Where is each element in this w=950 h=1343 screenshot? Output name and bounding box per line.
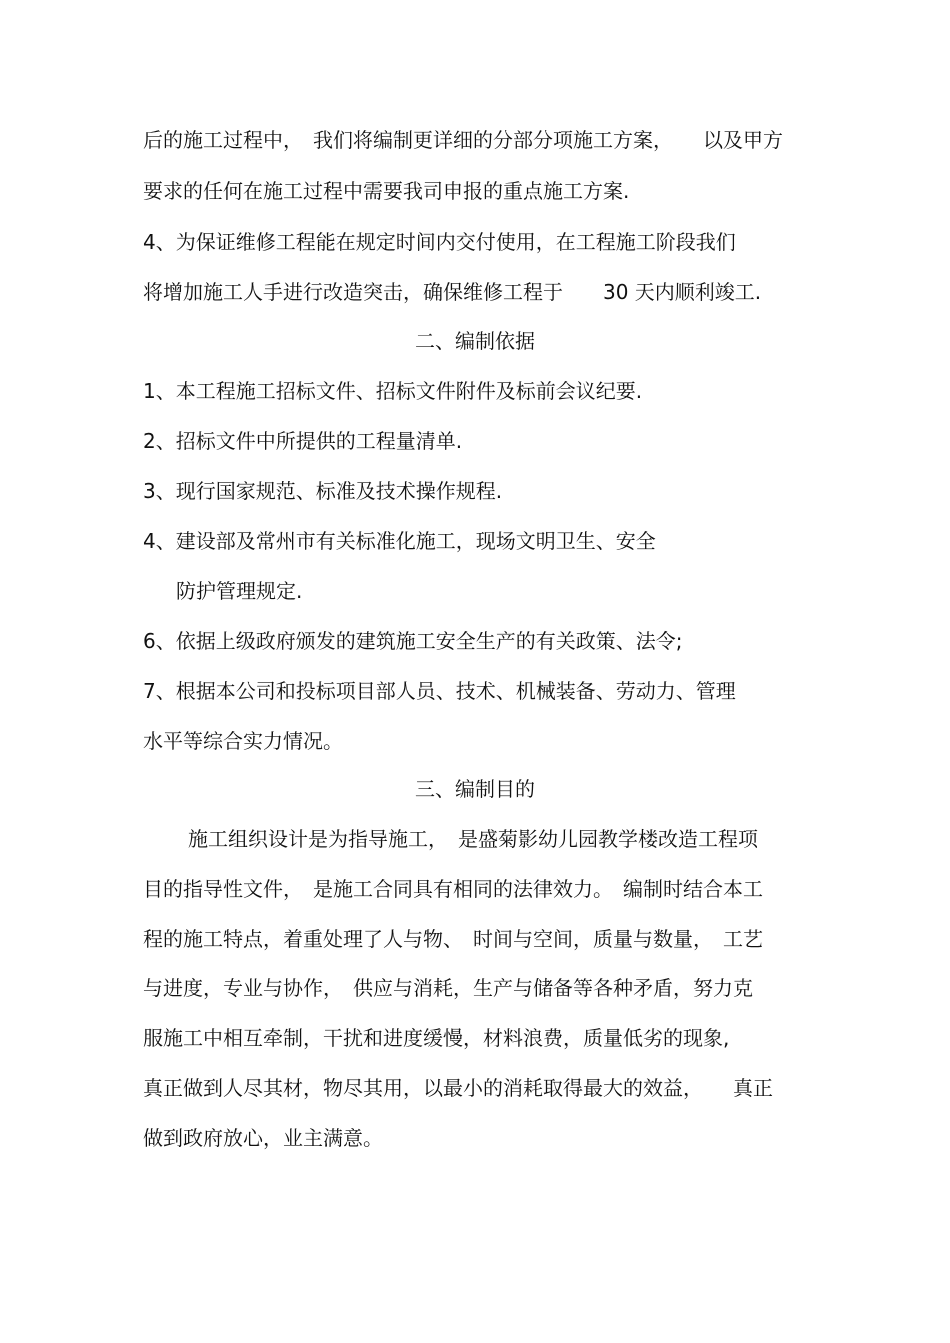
body-line: 程的施工特点，着重处理了人与物、 时间与空间，质量与数量， 工艺 <box>143 927 763 951</box>
list-item: 水平等综合实力情况。 <box>143 729 343 753</box>
list-item: 4、建设部及常州市有关标准化施工，现场文明卫生、安全 <box>143 529 656 553</box>
section-heading: 二、编制依据 <box>415 329 535 353</box>
body-line: 服施工中相互牵制，干扰和进度缓慢，材料浪费，质量低劣的现象, <box>143 1026 730 1050</box>
body-line: 真正做到人尽其材，物尽其用，以最小的消耗取得最大的效益， 真正 <box>143 1076 773 1100</box>
body-line: 与进度，专业与协作， 供应与消耗，生产与储备等各种矛盾，努力克 <box>143 976 753 1000</box>
section-heading: 三、编制目的 <box>415 777 535 801</box>
list-item: 4、为保证维修工程能在规定时间内交付使用，在工程施工阶段我们 <box>143 230 736 254</box>
list-item: 6、依据上级政府颁发的建筑施工安全生产的有关政策、法令; <box>143 629 683 653</box>
list-item: 3、现行国家规范、标准及技术操作规程. <box>143 479 503 503</box>
body-line: 要求的任何在施工过程中需要我司申报的重点施工方案. <box>143 179 630 203</box>
body-line: 施工组织设计是为指导施工， 是盛菊影幼儿园教学楼改造工程项 <box>188 827 758 851</box>
list-item: 防护管理规定. <box>176 579 303 603</box>
body-line: 做到政府放心，业主满意。 <box>143 1126 383 1150</box>
body-line: 后的施工过程中， 我们将编制更详细的分部分项施工方案， 以及甲方 <box>143 128 783 152</box>
body-line: 目的指导性文件， 是施工合同具有相同的法律效力。 编制时结合本工 <box>143 877 763 901</box>
list-item: 1、本工程施工招标文件、招标文件附件及标前会议纪要. <box>143 379 643 403</box>
list-item: 7、根据本公司和投标项目部人员、技术、机械装备、劳动力、管理 <box>143 679 736 703</box>
list-item: 将增加施工人手进行改造突击，确保维修工程于 30 天内顺利竣工. <box>143 280 762 304</box>
list-item: 2、招标文件中所提供的工程量清单. <box>143 429 463 453</box>
